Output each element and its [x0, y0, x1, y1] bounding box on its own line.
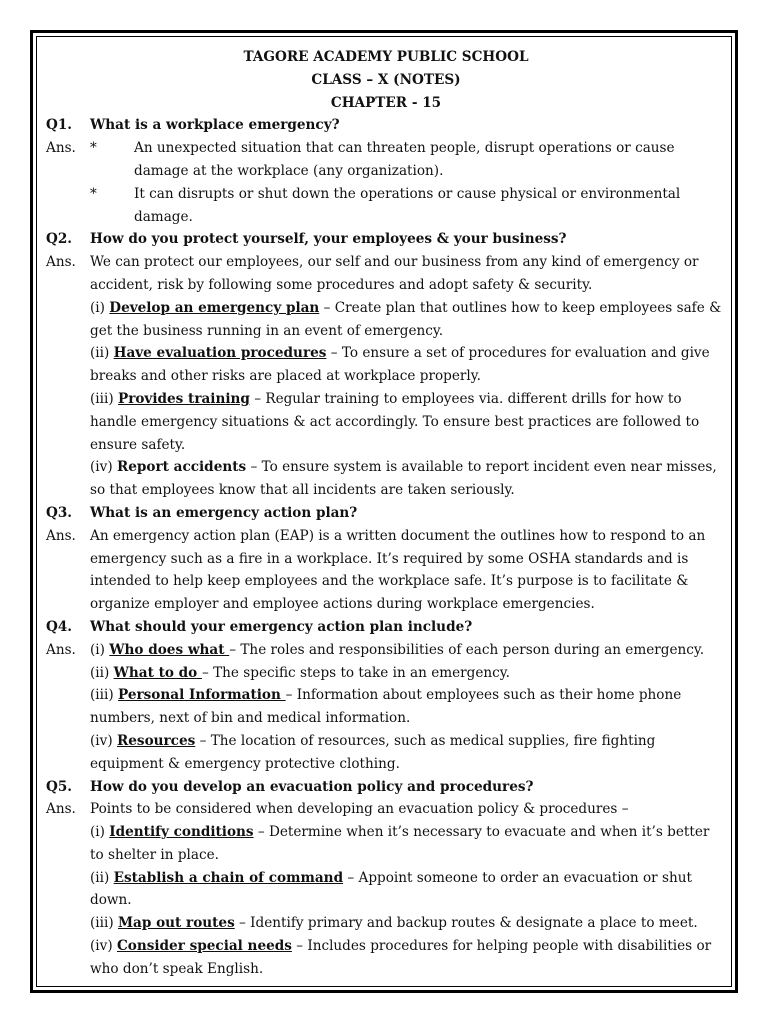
point-title: Who does what: [109, 641, 230, 658]
answer-point: [90, 388, 726, 456]
bullet-text: An unexpected situation that can threaten people, disrupt operations or cause damage at the workplace (any organization).: [134, 140, 675, 179]
question-number: Q2.: [46, 231, 73, 248]
point-number: (ii): [90, 345, 114, 362]
answer-intro: Points to be considered when developing an evacuation policy & procedures –: [90, 801, 629, 818]
question-text: How do you develop an evacuation policy and procedures?: [90, 778, 534, 795]
question-text: What is an emergency action plan?: [90, 504, 358, 521]
point-title: Personal Information: [117, 687, 286, 704]
answer-point: [90, 456, 726, 502]
answer-label: Ans.: [46, 140, 76, 157]
answer-point: [90, 342, 726, 388]
point-title: Establish a chain of command: [113, 869, 344, 886]
question-3: [46, 502, 726, 525]
point-text: – To ensure a set of procedures for evaluation and give breaks and other risks are placed at workplace properly.: [90, 345, 710, 385]
answer-label: Ans.: [46, 254, 76, 271]
answer-point: [90, 684, 726, 730]
point-number: (iv): [90, 938, 117, 955]
answer-1: [46, 137, 726, 228]
answer-point: [90, 639, 726, 662]
question-number: Q1.: [46, 117, 73, 134]
answer-point: [90, 730, 726, 776]
answer-2: [46, 251, 726, 502]
question-text: What should your emergency action plan include?: [90, 618, 473, 635]
point-text: – Information about employees such as their home phone numbers, next of bin and medical information.: [90, 687, 682, 727]
answer-label: Ans.: [46, 641, 76, 658]
answer-point: [90, 297, 726, 343]
chapter-title: CHAPTER - 15: [330, 94, 442, 111]
point-title: Have evaluation procedures: [113, 345, 327, 362]
point-title: Consider special needs: [116, 938, 292, 955]
point-number: (iii): [90, 915, 118, 932]
bullet-item: [90, 183, 726, 229]
answer-point: [90, 821, 726, 867]
point-number: (i): [90, 641, 110, 658]
point-text: – The location of resources, such as medical supplies, fire fighting equipment & emergency protective clothing.: [90, 732, 656, 772]
point-text: – Regular training to employees via. different drills for how to handle emergency situations & act accordingly. To ensure best practices are followed to ensure safety.: [90, 390, 700, 453]
answer-label: Ans.: [46, 527, 76, 544]
notes-content: [46, 46, 726, 981]
point-number: (ii): [90, 664, 114, 681]
point-number: (i): [90, 299, 110, 316]
answer-5: [46, 798, 726, 980]
bullet-star: *: [90, 185, 97, 202]
bullet-star: *: [90, 140, 97, 157]
point-title: Report accidents: [116, 459, 247, 476]
question-text: What is a workplace emergency?: [90, 117, 340, 134]
answer-intro: We can protect our employees, our self and our business from any kind of emergency or accident, risk by following some procedures and adopt safety & security.: [90, 254, 699, 293]
answer-label: Ans.: [46, 801, 76, 818]
answer-point: [90, 912, 726, 935]
point-number: (i): [90, 824, 110, 841]
point-title: Identify conditions: [109, 824, 254, 841]
point-text: – Includes procedures for helping people with disabilities or who don’t speak English.: [90, 938, 712, 977]
question-5: [46, 776, 726, 799]
point-title: Map out routes: [117, 915, 235, 932]
answer-text: An emergency action plan (EAP) is a written document the outlines how to respond to an emergency such as a fire in a workplace. It’s required by some OSHA standards and is intended to help keep employees and the workplace safe. It’s purpose is to facilitate & organize employer and employee actions during workplace emergencies.: [90, 527, 706, 613]
point-title: Provides training: [117, 390, 250, 407]
question-1: [46, 114, 726, 137]
question-text: How do you protect yourself, your employees & your business?: [90, 231, 567, 248]
point-text: – The specific steps to take in an emergency.: [201, 664, 510, 681]
answer-4: [46, 639, 726, 776]
point-text: – The roles and responsibilities of each person during an emergency.: [229, 641, 705, 658]
point-title: Resources: [116, 732, 196, 749]
question-number: Q4.: [46, 618, 73, 635]
school-name: TAGORE ACADEMY PUBLIC SCHOOL: [243, 49, 529, 65]
question-number: Q5.: [46, 778, 73, 795]
answer-point: [90, 935, 726, 981]
point-number: (iv): [90, 459, 117, 476]
question-number: Q3.: [46, 504, 73, 521]
question-4: [46, 616, 726, 639]
point-text: – To ensure system is available to report incident even near misses, so that employees know that all incidents are taken seriously.: [90, 459, 717, 499]
point-text: – Identify primary and backup routes & designate a place to meet.: [234, 915, 698, 932]
point-title: Develop an emergency plan: [109, 299, 320, 316]
bullet-text: It can disrupts or shut down the operations or cause physical or environmental damage.: [134, 185, 681, 225]
answer-3: [46, 525, 726, 616]
point-text: – Create plan that outlines how to keep employees safe & get the business running in an event of emergency.: [90, 299, 722, 339]
bullet-item: [90, 137, 726, 183]
question-2: [46, 228, 726, 251]
point-number: (iv): [90, 732, 117, 749]
document-header: [46, 46, 726, 114]
point-number: (ii): [90, 869, 114, 886]
point-text: – Determine when it’s necessary to evacuate and when it’s better to shelter in place.: [90, 824, 710, 863]
point-text: – Appoint someone to order an evacuation or shut down.: [90, 869, 692, 909]
point-number: (iii): [90, 687, 118, 704]
point-title: What to do: [113, 664, 202, 681]
answer-point: [90, 662, 726, 685]
answer-point: [90, 867, 726, 913]
class-title: CLASS – X (NOTES): [311, 71, 461, 88]
point-number: (iii): [90, 390, 118, 407]
